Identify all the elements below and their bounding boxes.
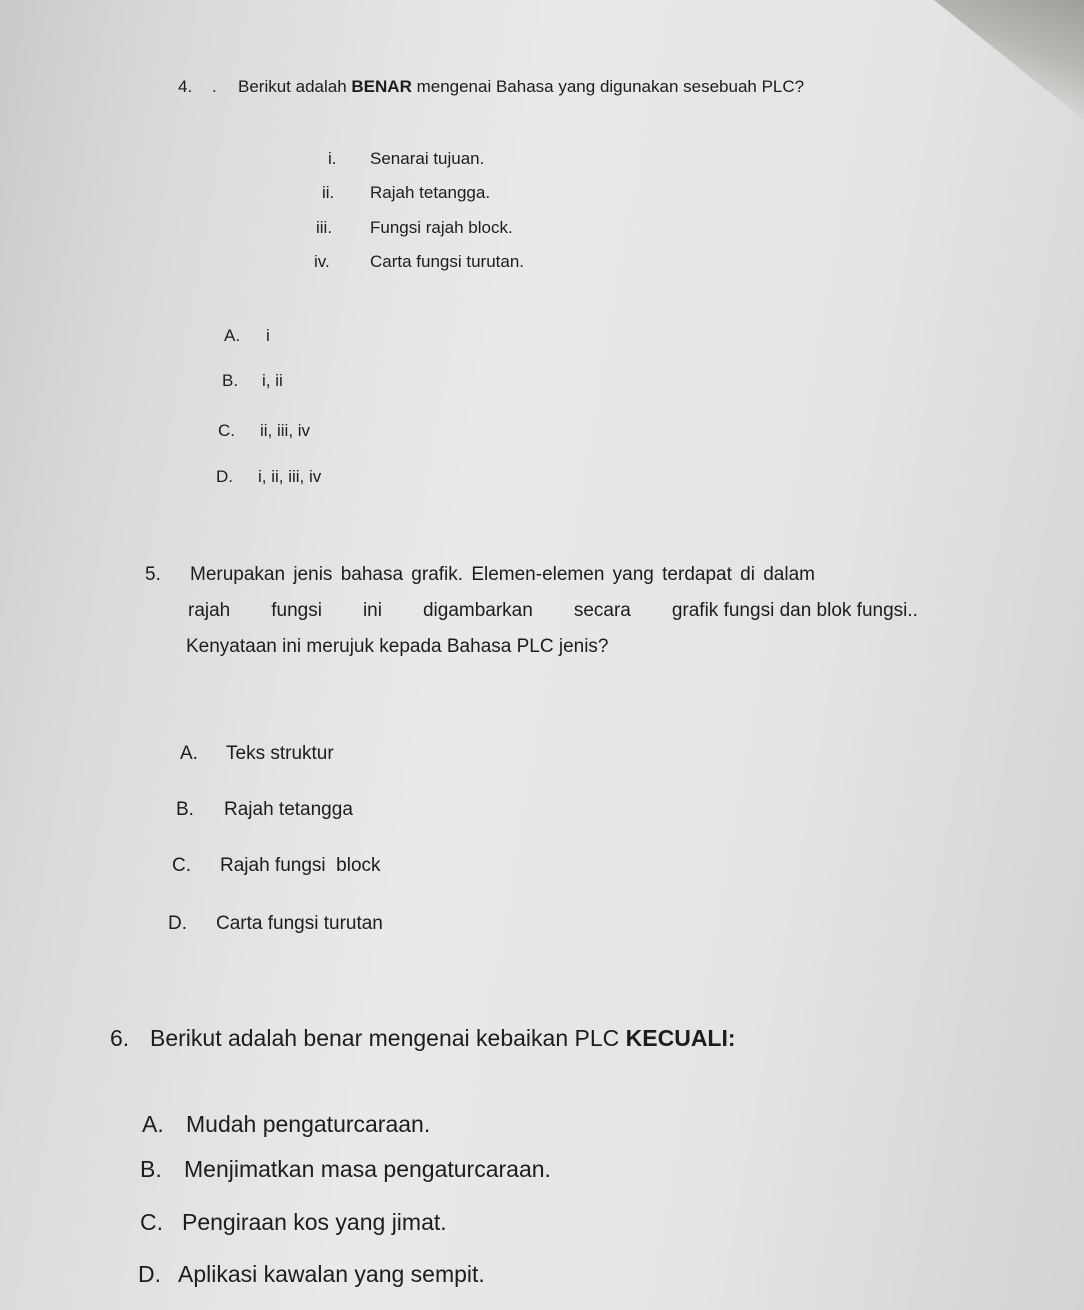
question-word: ini	[362, 600, 382, 621]
option-letter: B.	[140, 1156, 162, 1182]
option-text: Teks struktur	[226, 743, 334, 764]
statement-number: i.	[328, 149, 337, 168]
question-number: 5.	[145, 564, 161, 585]
option-text: Menjimatkan masa pengaturcaraan.	[184, 1156, 551, 1182]
statement-number: ii.	[322, 183, 335, 202]
statement-number: iii.	[316, 218, 333, 237]
option-letter: C.	[140, 1209, 163, 1235]
option-letter: C.	[172, 855, 191, 876]
question-word: secara	[573, 600, 631, 621]
option-letter: A.	[142, 1111, 164, 1137]
question-text-start: Berikut adalah benar mengenai kebaikan PLC	[150, 1025, 626, 1051]
question-number: 6.	[110, 1025, 130, 1051]
option-text: ii, iii, iv	[260, 421, 311, 440]
question-text-line1: Merupakan jenis bahasa grafik. Elemen-elemen yang terdapat di dalam	[190, 564, 815, 585]
option-text: Mudah pengaturcaraan.	[186, 1111, 431, 1137]
question-word: fungsi	[271, 600, 322, 621]
option-letter: D.	[138, 1261, 161, 1287]
option-text: Aplikasi kawalan yang sempit.	[178, 1261, 485, 1287]
question-text-line3: Kenyataan ini merujuk kepada Bahasa PLC jenis?	[186, 636, 609, 657]
option-letter: B.	[176, 799, 194, 820]
question-text	[150, 1025, 736, 1052]
statement-number: iv.	[314, 252, 330, 271]
option-letter: D.	[216, 467, 233, 486]
question-text-line2	[188, 600, 918, 622]
question-word: digambarkan	[422, 600, 533, 621]
statement-text: Senarai tujuan.	[370, 149, 485, 168]
option-text: i, ii, iii, iv	[258, 467, 322, 486]
option-text: i	[266, 326, 270, 345]
option-text: Pengiraan kos yang jimat.	[182, 1209, 447, 1235]
stray-dot: .	[212, 77, 217, 96]
option-letter: A.	[180, 743, 198, 764]
question-word: rajah	[188, 600, 231, 621]
question-word: grafik fungsi dan blok fungsi..	[671, 600, 918, 621]
question-text-end: mengenai Bahasa yang digunakan sesebuah PLC?	[411, 77, 805, 96]
option-text: i, ii	[262, 371, 283, 390]
page-corner-shadow	[934, 0, 1084, 120]
option-letter: C.	[218, 421, 235, 440]
question-text-emphasis: BENAR	[351, 77, 412, 96]
question-number: 4.	[178, 77, 193, 96]
option-letter: A.	[224, 326, 241, 345]
option-letter: D.	[168, 913, 187, 934]
option-text: Rajah tetangga	[224, 799, 353, 820]
question-text-start: Berikut adalah	[238, 77, 352, 96]
option-text: Carta fungsi turutan	[216, 913, 383, 934]
question-text	[238, 77, 804, 97]
statement-text: Fungsi rajah block.	[370, 218, 513, 237]
option-letter: B.	[222, 371, 239, 390]
option-text: Rajah fungsi block	[220, 855, 381, 876]
statement-text: Rajah tetangga.	[370, 183, 491, 202]
question-text-emphasis: KECUALI:	[625, 1025, 736, 1051]
statement-text: Carta fungsi turutan.	[370, 252, 525, 271]
